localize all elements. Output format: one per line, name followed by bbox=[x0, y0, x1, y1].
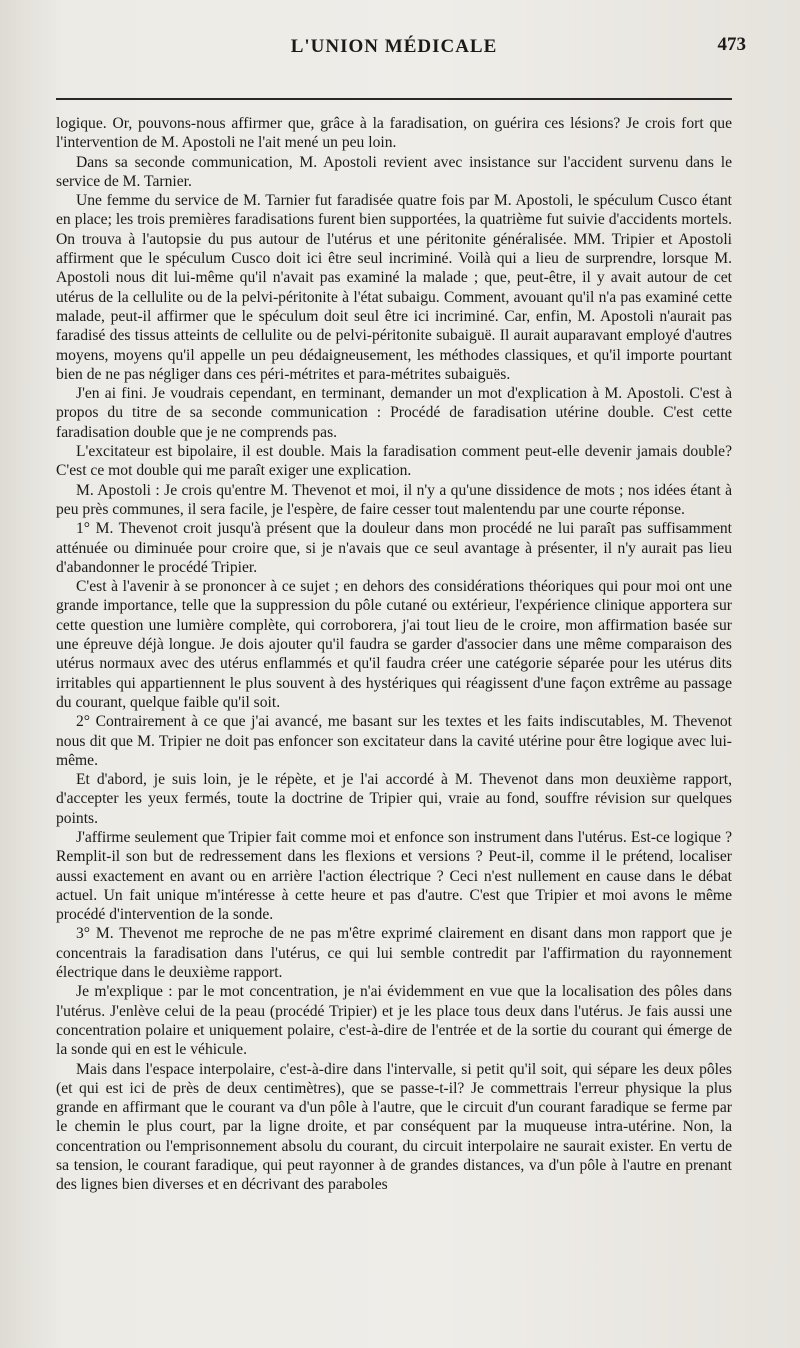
paragraph: Je m'explique : par le mot concentration, je n'ai évidemment en vue que la localisation des pôles dans l'utérus. J'enlève celui de la peau (procédé Tripier) et je les place tous deux dans l'utérus. Je fais aussi une concentration polaire et uniquement polaire, c'est-à-dire de l'entrée et de la sortie du courant qui émerge de la sonde qui en est le véhicule. bbox=[56, 983, 732, 1059]
paragraph: Dans sa seconde communication, M. Apostoli revient avec insistance sur l'accident survenu dans le service de M. Tarnier. bbox=[56, 153, 732, 190]
paragraph: 2° Contrairement à ce que j'ai avancé, me basant sur les textes et les faits indiscutables, M. Thevenot nous dit que M. Tripier ne doit pas enfoncer son excitateur dans la cavité utérine pour être logique avec lui-même. bbox=[56, 713, 732, 769]
paragraph: Mais dans l'espace interpolaire, c'est-à-dire dans l'intervalle, si petit qu'il soit, qui sépare les deux pôles (et qui est ici de près de deux centimètres), que se passe-t-il? Je commettrais l'erreur physique la plus grande en affirmant que le courant va d'un pôle à l'autre, que le circuit d'un courant faradique se ferme par le chemin le plus court, par la ligne droite, et par conséquent par la muqueuse intra-utérine. Non, la concentration ou l'emprisonnement absolu du courant, du circuit interpolaire ne saurait exister. En vertu de sa tension, le courant faradique, qui peut rayonner à de grandes distances, va d'un pôle à l'autre en prenant des lignes bien diverses et en décrivant des paraboles bbox=[56, 1060, 732, 1194]
paragraph: J'en ai fini. Je voudrais cependant, en terminant, demander un mot d'explication à M. Apostoli. C'est à propos du titre de sa seconde communication : Procédé de faradisation utérine double. C'est cette faradisation double que je ne comprends pas. bbox=[56, 385, 732, 441]
journal-title: L'UNION MÉDICALE bbox=[290, 36, 498, 57]
paragraph: J'affirme seulement que Tripier fait comme moi et enfonce son instrument dans l'utérus. Est-ce logique ? Remplit-il son but de redressement dans les flexions et versions ? Peut-il, comme il le prétend, localiser aussi exactement en avant ou en arrière l'action électrique ? Ceci n'est nullement en cause dans le débat actuel. Un fait unique m'intéresse à cette heure et pas d'autre. C'est que Tripier et moi avons le même procédé d'intervention de la sonde. bbox=[56, 828, 732, 924]
paragraph: M. Apostoli : Je crois qu'entre M. Thevenot et moi, il n'y a qu'une dissidence de mots ; nos idées étant à peu près communes, il sera facile, je l'espère, de faire cesser tout malentendu par une courte réponse. bbox=[56, 481, 732, 518]
header-rule bbox=[56, 98, 732, 100]
body-text bbox=[56, 114, 732, 1195]
paragraph: Et d'abord, je suis loin, je le répète, et je l'ai accordé à M. Thevenot dans mon deuxième rapport, d'accepter les yeux fermés, toute la doctrine de Tripier qui, vraie au fond, souffre révision sur quelques points. bbox=[56, 771, 732, 827]
paragraph: Une femme du service de M. Tarnier fut faradisée quatre fois par M. Apostoli, le spéculum Cusco étant en place; les trois premières faradisations furent bien supportées, la quatrième fut suivie d'accidents mortels. On trouva à l'autopsie du pus autour de l'utérus et une péritonite généralisée. MM. Tripier et Apostoli affirment que le spéculum Cusco doit ici être seul incriminé. Voilà qui a lieu de surprendre, lorsque M. Apostoli nous dit lui-même qu'il n'avait pas examiné la malade ; que, peut-être, il y avait autour de cet utérus de la cellulite ou de la pelvi-péritonite à l'état subaigu. Comment, avouant qu'il n'a pas examiné cette malade, peut-il affirmer que le spéculum doit seul être ici incriminé. Car, enfin, M. Apostoli n'aurait pas faradisé des tissus atteints de cellulite ou de pelvi-péritonite subaiguë. Il aurait auparavant employé d'autres moyens, moyens qu'il appelle un peu dédaigneusement, les méthodes classiques, et qu'il importe pourtant bien de ne pas négliger dans ces péri-métrites et para-métrites subaiguës. bbox=[56, 192, 732, 383]
paragraph: 3° M. Thevenot me reproche de ne pas m'être exprimé clairement en disant dans mon rapport que je concentrais la faradisation dans l'utérus, ce qui lui semble contredit par l'affirmation du rayonnement électrique dans le deuxième rapport. bbox=[56, 925, 732, 982]
page-number: 473 bbox=[717, 34, 746, 55]
paragraph: L'excitateur est bipolaire, il est double. Mais la faradisation comment peut-elle devenir jamais double? C'est ce mot double qui me paraît exiger une explication. bbox=[56, 443, 732, 480]
paragraph: 1° M. Thevenot croit jusqu'à présent que la douleur dans mon procédé ne lui paraît pas suffisamment atténuée ou diminuée pour croire que, si je n'avais que ce seul avantage à présenter, il n'y aurait pas lieu d'abandonner le procédé Tripier. bbox=[56, 520, 732, 576]
running-header bbox=[56, 30, 746, 70]
paragraph: C'est à l'avenir à se prononcer à ce sujet ; en dehors des considérations théoriques qui pour moi ont une grande importance, telle que la suppression du pôle cutané ou extérieur, l'expérience clinique apportera sur cette question une lumière complète, qui corroborera, j'ai tout lieu de le croire, mon affirmation basée sur une épreuve déjà longue. Je dois ajouter qu'il faudra se garder d'associer dans une même comparaison des utérus normaux avec des utérus enflammés et qu'il faudra créer une catégorie séparée pour les utérus dits irritables qui appartiennent le plus souvent à des hystériques qui réagissent d'une façon extrême au passage du courant, quelque faible qu'il soit. bbox=[56, 578, 732, 711]
paragraph: logique. Or, pouvons-nous affirmer que, grâce à la faradisation, on guérira ces lésions? Je crois fort que l'intervention de M. Apostoli ne l'ait mené un peu loin. bbox=[56, 115, 732, 152]
